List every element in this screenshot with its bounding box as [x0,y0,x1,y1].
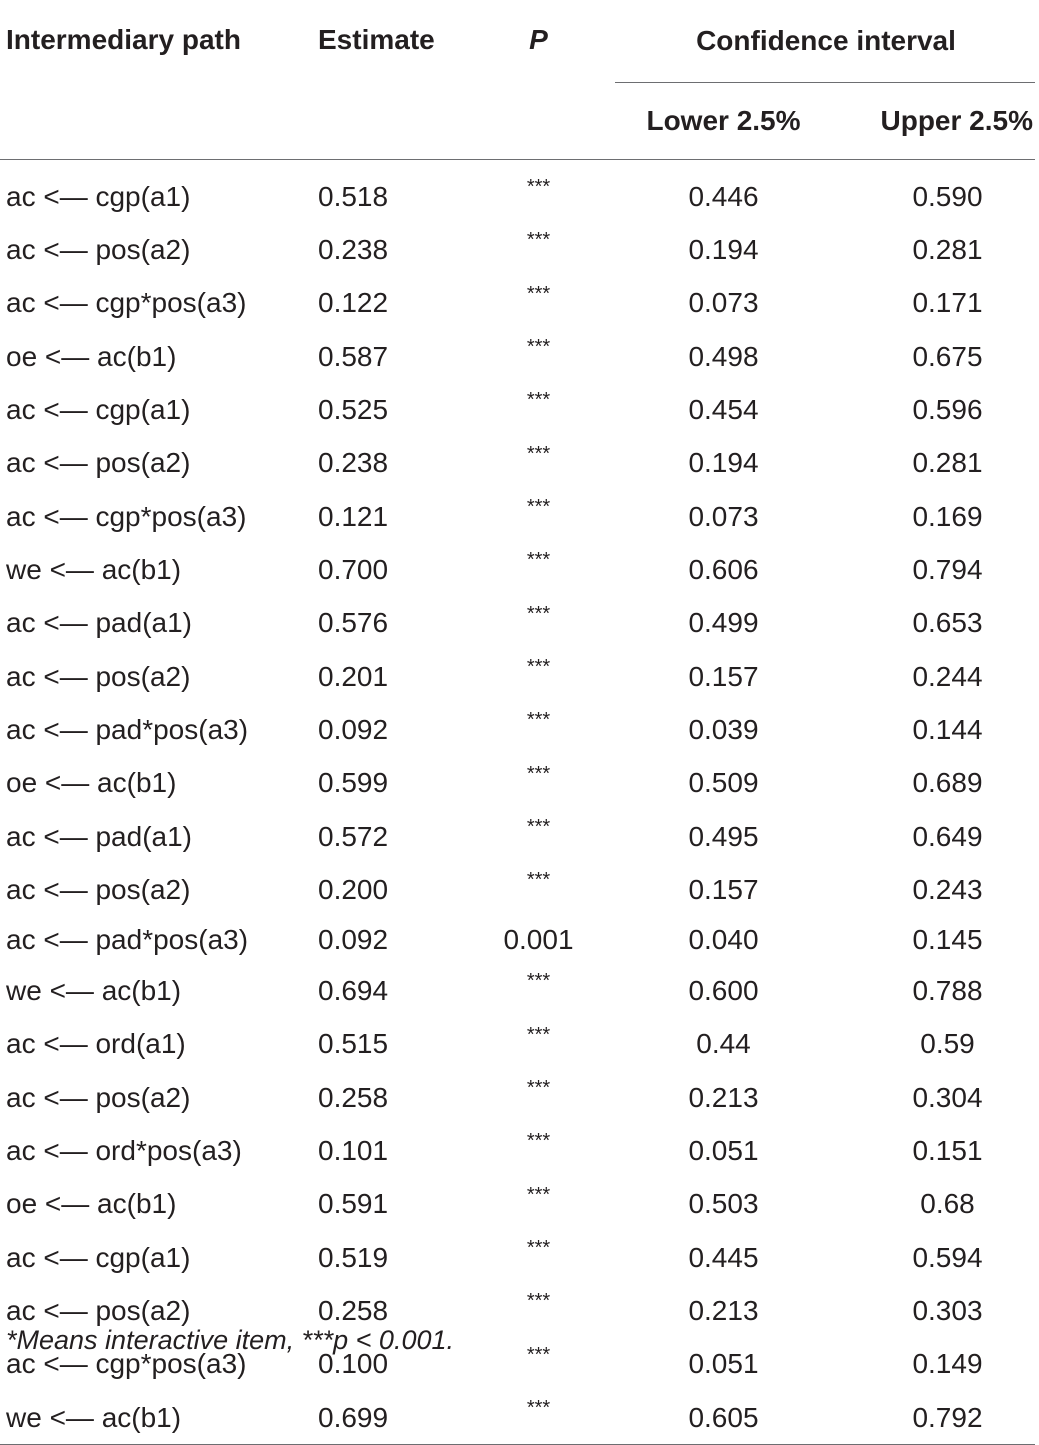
cell-upper-bound: 0.590 [912,180,983,212]
cell-upper-bound: 0.171 [912,287,983,319]
cell-estimate: 0.258 [318,1294,389,1326]
cell-upper-bound: 0.281 [912,234,983,266]
cell-p-value: *** [526,389,551,412]
cell-upper-bound: 0.792 [830,1391,1035,1445]
table-row [0,1231,1035,1284]
cell-lower-bound: 0.495 [688,820,759,852]
cell-lower-bound: 0.073 [688,500,759,532]
table-row [0,863,1035,916]
cell-intermediary-path: ac <— pos(a2) [6,1294,191,1326]
cell-lower-bound: 0.213 [688,1081,759,1113]
cell-upper-bound: 0.649 [912,820,983,852]
table-row [0,490,1035,543]
cell-p-value: *** [526,869,551,892]
table-row [0,277,1035,330]
cell-intermediary-path: we <— ac(b1) [6,554,182,586]
cell-p-value: *** [526,1076,551,1099]
cell-upper-bound: 0.144 [912,714,983,746]
cell-lower-bound: 0.157 [688,874,759,906]
cell-estimate: 0.694 [318,974,389,1006]
cell-intermediary-path: ac <— pos(a2) [6,234,191,266]
cell-intermediary-path: oe <— ac(b1) [6,1188,177,1220]
cell-intermediary-path: oe <— ac(b1) [6,767,177,799]
cell-lower-bound: 0.498 [688,340,759,372]
cell-intermediary-path: ac <— pad*pos(a3) [6,924,249,956]
table-row [0,543,1035,596]
cell-lower-bound: 0.606 [688,554,759,586]
cell-intermediary-path: ac <— cgp*pos(a3) [6,500,247,532]
header-intermediary-path: Intermediary path [6,24,241,55]
table-row [0,1391,1035,1445]
cell-intermediary-path: ac <— pad(a1) [6,820,192,852]
cell-lower-bound: 0.509 [688,767,759,799]
cell-upper-bound: 0.244 [912,660,983,692]
table-body [0,160,1035,1445]
table-row [0,437,1035,490]
cell-estimate: 0.699 [300,1391,470,1445]
cell-lower-bound: 0.073 [688,287,759,319]
cell-intermediary-path: ac <— ord(a1) [6,1028,186,1060]
cell-p-value: *** [526,229,551,252]
cell-intermediary-path: ac <— ord*pos(a3) [6,1134,242,1166]
table-row [0,223,1035,276]
header-row-top [0,0,1035,83]
cell-estimate: 0.258 [318,1081,389,1113]
table-row [0,964,1035,1017]
cell-intermediary-path: ac <— cgp*pos(a3) [6,287,247,319]
cell-upper-bound: 0.281 [912,447,983,479]
cell-p-value: *** [526,1183,551,1206]
cell-upper-bound: 0.794 [912,554,983,586]
cell-lower-bound: 0.600 [688,974,759,1006]
cell-upper-bound: 0.151 [912,1134,983,1166]
cell-intermediary-path: ac <— pad*pos(a3) [6,714,249,746]
cell-lower-bound: 0.213 [688,1294,759,1326]
cell-estimate: 0.238 [318,234,389,266]
cell-p-value: *** [470,1391,615,1445]
table-row [0,597,1035,650]
cell-intermediary-path: ac <— pos(a2) [6,660,191,692]
cell-p-value: *** [526,709,551,732]
cell-lower-bound: 0.499 [688,607,759,639]
table-row [0,810,1035,863]
table-footnote: *Means interactive item, ***p < 0.001. [6,1325,454,1355]
cell-upper-bound: 0.303 [912,1294,983,1326]
cell-upper-bound: 0.788 [912,974,983,1006]
cell-p-value: *** [526,602,551,625]
table-row [0,650,1035,703]
cell-lower-bound: 0.446 [688,180,759,212]
table-row [0,1124,1035,1177]
cell-p-value: *** [526,1290,551,1313]
cell-estimate: 0.519 [318,1241,389,1273]
cell-intermediary-path: ac <— cgp(a1) [6,1241,191,1273]
cell-intermediary-path: ac <— pos(a2) [6,447,191,479]
cell-lower-bound: 0.445 [688,1241,759,1273]
table-row [0,330,1035,383]
header-lower-bound: Lower 2.5% [615,83,830,160]
cell-estimate: 0.518 [318,180,389,212]
table-row [0,917,1035,964]
cell-estimate: 0.122 [318,287,389,319]
cell-estimate: 0.121 [318,500,389,532]
spacer-row [0,160,1035,171]
cell-lower-bound: 0.194 [688,234,759,266]
cell-p-value: *** [526,1023,551,1046]
cell-upper-bound: 0.68 [920,1188,975,1220]
table-row [0,1071,1035,1124]
table-row [0,170,1035,223]
cell-p-value: 0.001 [503,924,574,956]
table-row [0,1178,1035,1231]
cell-intermediary-path: ac <— pad(a1) [6,607,192,639]
cell-estimate: 0.092 [318,714,389,746]
cell-lower-bound: 0.44 [696,1028,751,1060]
cell-intermediary-path: ac <— pos(a2) [6,1081,191,1113]
cell-intermediary-path: ac <— pos(a2) [6,874,191,906]
cell-p-value: *** [526,656,551,679]
cell-upper-bound: 0.653 [912,607,983,639]
cell-p-value: *** [526,1236,551,1259]
cell-p-value: *** [526,336,551,359]
cell-estimate: 0.572 [318,820,389,852]
cell-p-value: *** [526,282,551,305]
header-p-value: P [529,24,548,55]
cell-estimate: 0.238 [318,447,389,479]
cell-upper-bound: 0.59 [920,1028,975,1060]
cell-p-value: *** [526,176,551,198]
cell-upper-bound: 0.594 [912,1241,983,1273]
cell-estimate: 0.092 [318,924,389,956]
table-row [0,383,1035,436]
cell-upper-bound: 0.689 [912,767,983,799]
cell-p-value: *** [526,496,551,519]
cell-upper-bound: 0.145 [912,924,983,956]
cell-lower-bound: 0.605 [615,1391,830,1445]
cell-p-value: *** [526,762,551,785]
cell-intermediary-path: ac <— cgp(a1) [6,180,191,212]
cell-lower-bound: 0.503 [688,1188,759,1220]
cell-intermediary-path: ac <— cgp(a1) [6,394,191,426]
header-confidence-interval: Confidence interval [615,0,1035,83]
cell-estimate: 0.100 [318,1348,389,1380]
cell-estimate: 0.201 [318,660,389,692]
table-row [0,757,1035,810]
cell-p-value: *** [526,970,551,993]
cell-upper-bound: 0.149 [912,1348,983,1380]
cell-lower-bound: 0.454 [688,394,759,426]
cell-estimate: 0.200 [318,874,389,906]
cell-p-value: *** [526,816,551,839]
cell-lower-bound: 0.039 [688,714,759,746]
cell-p-value: *** [526,1343,551,1366]
cell-intermediary-path: we <— ac(b1) [0,1391,300,1445]
cell-lower-bound: 0.040 [688,924,759,956]
header-upper-bound: Upper 2.5% [830,83,1035,160]
cell-upper-bound: 0.169 [912,500,983,532]
cell-estimate: 0.515 [318,1028,389,1060]
cell-intermediary-path: oe <— ac(b1) [6,340,177,372]
cell-lower-bound: 0.194 [688,447,759,479]
cell-lower-bound: 0.157 [688,660,759,692]
table-row [0,1018,1035,1071]
cell-estimate: 0.599 [318,767,389,799]
cell-estimate: 0.101 [318,1134,389,1166]
cell-estimate: 0.587 [318,340,389,372]
cell-estimate: 0.525 [318,394,389,426]
table-row [0,703,1035,756]
cell-p-value: *** [526,549,551,572]
cell-p-value: *** [526,442,551,465]
cell-intermediary-path: we <— ac(b1) [6,974,182,1006]
cell-p-value: *** [526,1130,551,1153]
cell-upper-bound: 0.675 [912,340,983,372]
cell-intermediary-path: ac <— cgp*pos(a3) [6,1348,247,1380]
table-header [0,0,1035,160]
cell-lower-bound: 0.051 [688,1134,759,1166]
cell-upper-bound: 0.304 [912,1081,983,1113]
cell-estimate: 0.576 [318,607,389,639]
header-estimate: Estimate [318,24,435,55]
cell-lower-bound: 0.051 [688,1348,759,1380]
cell-estimate: 0.700 [318,554,389,586]
cell-upper-bound: 0.243 [912,874,983,906]
cell-estimate: 0.591 [318,1188,389,1220]
cell-upper-bound: 0.596 [912,394,983,426]
